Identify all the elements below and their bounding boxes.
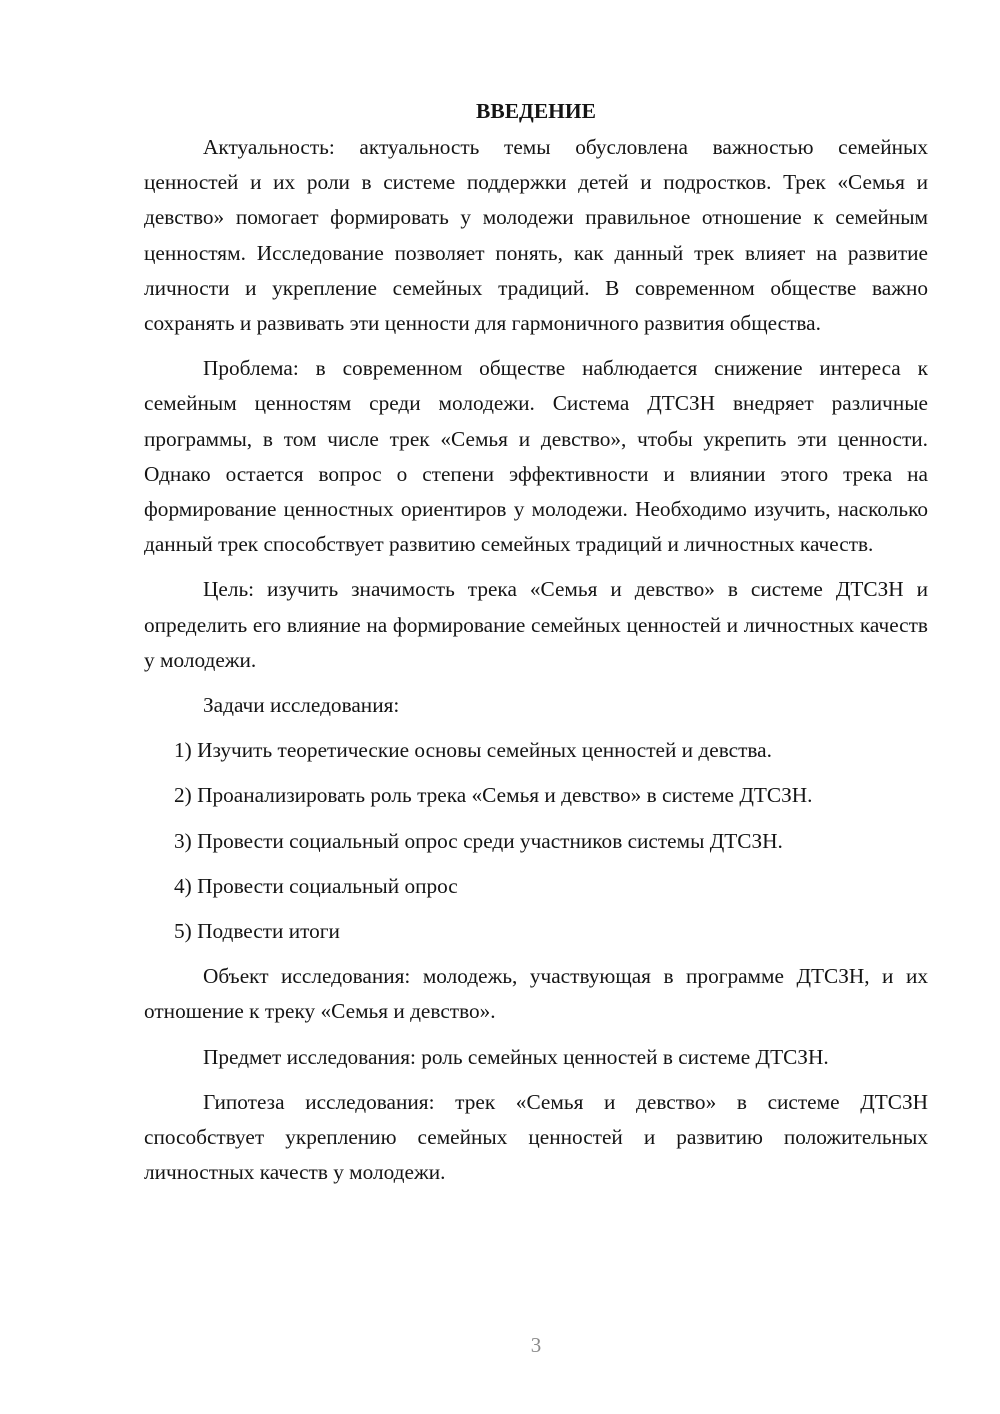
task-item: 4) Провести социальный опрос <box>174 873 458 898</box>
paragraph-subject: Предмет исследования: роль семейных ценностей в системе ДТСЗН. <box>203 1044 829 1069</box>
document-page <box>144 92 928 1190</box>
paragraph-gap <box>144 678 928 688</box>
task-item: 3) Провести социальный опрос среди участников системы ДТСЗН. <box>174 828 783 853</box>
paragraph-gap <box>144 562 928 572</box>
paragraph-goal: Цель: изучить значимость трека «Семья и девство» в системе ДТСЗН и определить его влияние на формирование семейных ценностей и личностных качеств у молодежи. <box>144 577 928 672</box>
task-item: 1) Изучить теоретические основы семейных ценностей и девства. <box>174 738 772 763</box>
page-title: ВВЕДЕНИЕ <box>476 99 596 123</box>
paragraph-gap <box>144 949 928 959</box>
tasks-label: Задачи исследования: <box>203 693 400 718</box>
paragraph-gap <box>144 341 928 351</box>
paragraph-gap <box>144 1030 928 1040</box>
paragraph-gap <box>144 723 928 733</box>
paragraph-gap <box>144 1075 928 1085</box>
tasks-list <box>144 733 928 949</box>
paragraph-problem: Проблема: в современном обществе наблюдается снижение интереса к семейным ценностям среди молодежи. Система ДТСЗН внедряет различные программы, в том числе трек «Семья и девство», чтобы укрепить эти ценности. Однако остается вопрос о степени эффективности и влиянии этого трека на формирование ценностных ориентиров у молодежи. Необходимо изучить, насколько данный трек способствует развитию семейных традиций и личностных качеств. <box>144 356 928 557</box>
paragraph-relevance: Актуальность: актуальность темы обусловлена важностью семейных ценностей и их роли в системе поддержки детей и подростков. Трек «Семья и девство» помогает формировать у молодежи правильное отношение к семейным ценностям. Исследование позволяет понять, как данный трек влияет на развитие личности и укрепление семейных традиций. В современном обществе важно сохранять и развивать эти ценности для гармоничного развития общества. <box>144 135 928 336</box>
paragraph-object: Объект исследования: молодежь, участвующая в программе ДТСЗН, и их отношение к треку «Семья и девство». <box>144 964 928 1024</box>
task-item: 5) Подвести итоги <box>174 919 340 944</box>
page-number: 3 <box>530 1333 542 1357</box>
paragraph-hypothesis: Гипотеза исследования: трек «Семья и девство» в системе ДТСЗН способствует укреплению семейных ценностей и развитию положительных личностных качеств у молодежи. <box>144 1089 928 1185</box>
task-item: 2) Проанализировать роль трека «Семья и девство» в системе ДТСЗН. <box>174 783 813 808</box>
